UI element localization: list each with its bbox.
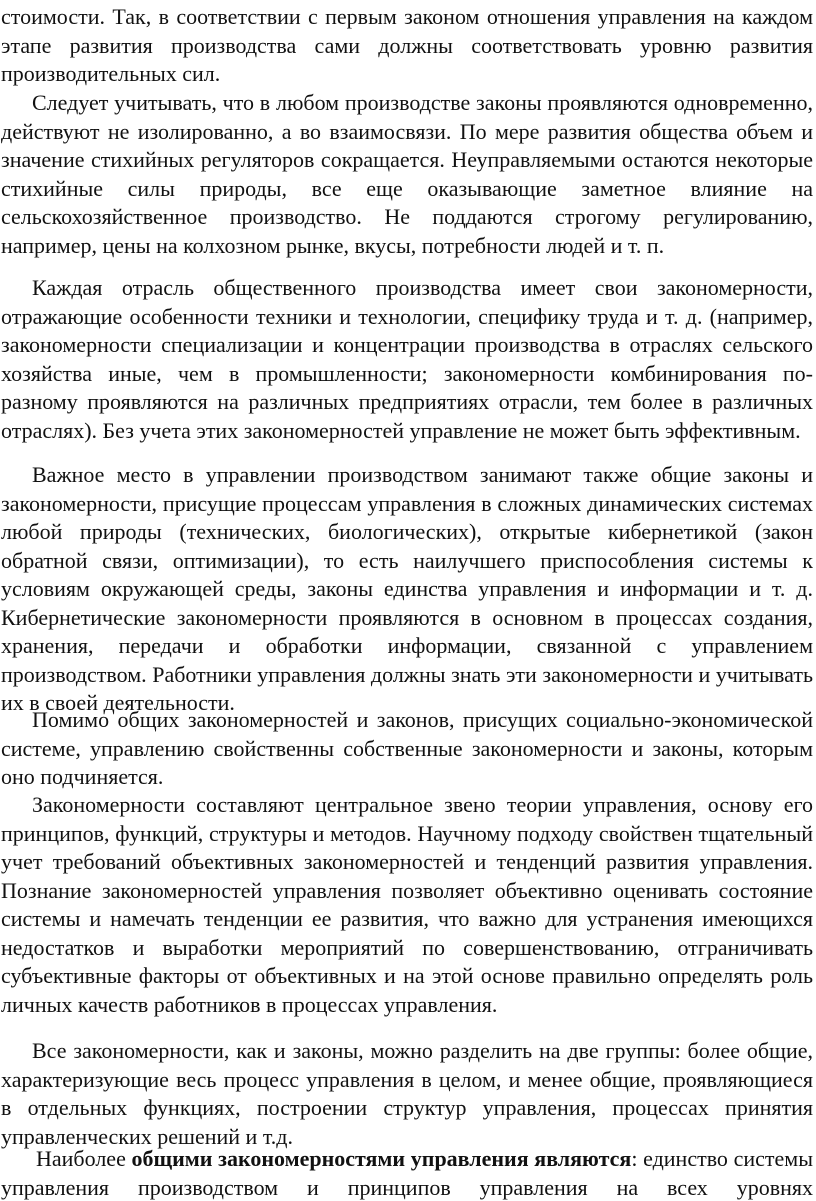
paragraph-8-lead: Наиболее — [36, 1146, 132, 1171]
paragraph-1: стоимости. Так, в соответствии с первым законом отношения управления на каждом этапе развития производства сами должны соответствовать уровню развития производительных сил. — [1, 4, 813, 86]
paragraph-8 — [1, 1145, 813, 1201]
paragraph-4: Важное место в управлении производством занимают также общие законы и закономерности, присущие процессам управления в сложных динамических системах любой природы (технических, биологических), открытые кибернетикой (закон обратной связи, оптимизации), то есть наилучшего приспособления системы к условиям окружающей среды, законы единства управления и информации и т. д. Кибернетические закономерности проявляются в основном в процессах создания, хранения, передачи и обработки информации, связанной с управлением производством. Работники управления должны знать эти закономерности и учитывать их в своей деятельности. — [1, 462, 813, 715]
paragraph-8-tail: : единство системы управления производством и принципов управления на всех уровнях — [1, 1146, 813, 1200]
paragraph-5: Помимо общих закономерностей и законов, присущих социально-экономической системе, управлению свойственны собственные закономерности и законы, которым оно подчиняется. — [1, 707, 813, 789]
paragraph-2: Следует учитывать, что в любом производстве законы проявляются одновременно, действуют не изолированно, а во взаимосвязи. По мере развития общества объем и значение стихийных регуляторов сокращается. Неуправляемыми остаются некоторые стихийные силы природы, все еще оказывающие заметное влияние на сельскохозяйственное производство. Не поддаются строгому регулированию, например, цены на колхозном рынке, вкусы, потребности людей и т. п. — [1, 90, 813, 258]
paragraph-6: Закономерности составляют центральное звено теории управления, основу его принципов, функций, структуры и методов. Научному подходу свойствен тщательный учет требований объективных закономерностей и тенденций развития управления. Познание закономерностей управления позволяет объективно оценивать состояние системы и намечать тенденции ее развития, что важно для устранения имеющихся недостатков и выработки мероприятий по совершенствованию, отграничивать субъективные факторы от объективных и на этой основе правильно определять роль личных качеств работников в процессах управления. — [1, 792, 813, 1017]
paragraph-3: Каждая отрасль общественного производства имеет свои закономерности, отражающие особенности техники и технологии, специфику труда и т. д. (например, закономерности специализации и концентрации производства в отраслях сельского хозяйства иные, чем в промышленности; закономерности комбинирования по-разному проявляются на различных предприятиях отрасли, тем более в различных отраслях). Без учета этих закономерностей управление не может быть эффективным. — [1, 275, 813, 443]
paragraph-8-bold-phrase: общими закономерностями управления являются — [131, 1146, 632, 1171]
paragraph-7: Все закономерности, как и законы, можно разделить на две группы: более общие, характеризующие весь процесс управления в целом, и менее общие, проявляющиеся в отдельных функциях, построении структур управления, процессах принятия управленческих решений и т.д. — [1, 1038, 813, 1149]
